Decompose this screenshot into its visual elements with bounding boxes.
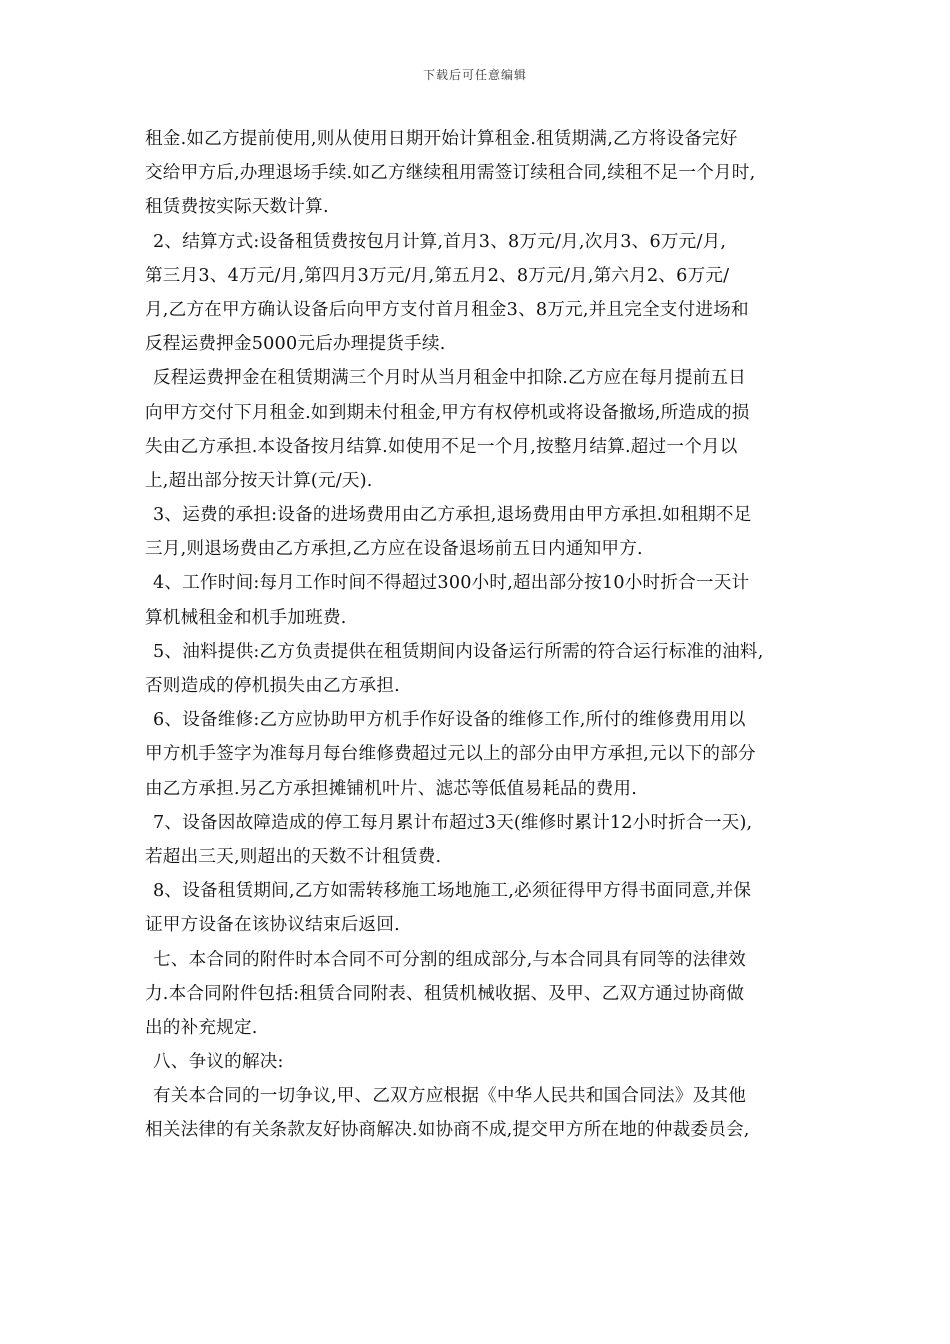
text-line: 2、结算方式:设备租赁费按包月计算,首月3、8万元/月,次月3、6万元/月, — [153, 231, 727, 252]
text-line: 若超出三天,则超出的天数不计租赁费. — [145, 846, 442, 867]
text-line: 反程运费押金5000元后办理提货手续. — [145, 334, 446, 355]
text-line: 出的补充规定. — [145, 1017, 258, 1038]
text-line: 租赁费按实际天数计算. — [145, 197, 329, 218]
page-header: 下载后可任意编辑 — [422, 68, 527, 82]
text-line: 七、本合同的附件时本合同不可分割的组成部分,与本合同具有同等的法律效 — [153, 949, 746, 970]
text-line: 由乙方承担.另乙方承担摊铺机叶片、滤芯等低值易耗品的费用. — [145, 778, 638, 799]
text-line: 相关法律的有关条款友好协商解决.如协商不成,提交甲方所在地的仲裁委员会, — [145, 1120, 750, 1141]
text-line: 4、工作时间:每月工作时间不得超过300小时,超出部分按10小时折合一天计 — [153, 573, 750, 594]
text-line: 8、设备租赁期间,乙方如需转移施工场地施工,必须征得甲方得书面同意,并保 — [153, 881, 752, 902]
text-line: 否则造成的停机损失由乙方承担. — [145, 676, 400, 696]
text-line: 有关本合同的一切争议,甲、乙双方应根据《中华人民共和国合同法》及其他 — [153, 1086, 746, 1107]
text-line: 7、设备因故障造成的停工每月累计布超过3天(维修时累计12小时折合一天), — [153, 812, 753, 833]
text-line: 算机械租金和机手加班费. — [145, 607, 347, 628]
text-line: 向甲方交付下月租金.如到期未付租金,甲方有权停机或将设备撤场,所造成的损 — [145, 402, 750, 423]
text-line: 甲方机手签字为准每月每台维修费超过元以上的部分由甲方承担,元以下的部分 — [145, 744, 756, 765]
text-line: 证甲方设备在该协议结束后返回. — [145, 915, 400, 936]
text-line: 第三月3、4万元/月,第四月3万元/月,第五月2、8万元/月,第六月2、6万元/ — [145, 265, 730, 286]
text-line: 八、争议的解决: — [153, 1052, 284, 1073]
text-line: 反程运费押金在租赁期满三个月时从当月租金中扣除.乙方应在每月提前五日 — [153, 368, 746, 389]
text-line: 3、运费的承担:设备的进场费用由乙方承担,退场费用由甲方承担.如租期不足 — [153, 505, 752, 526]
text-line: 租金.如乙方提前使用,则从使用日期开始计算租金.租赁期满,乙方将设备完好 — [145, 129, 738, 149]
text-line: 失由乙方承担.本设备按月结算.如使用不足一个月,按整月结算.超过一个月以 — [145, 436, 738, 457]
text-line: 5、油料提供:乙方负责提供在租赁期间内设备运行所需的符合运行标准的油料, — [153, 641, 764, 662]
text-line: 三月,则退场费由乙方承担,乙方应在设备退场前五日内通知甲方. — [145, 539, 643, 560]
text-line: 月,乙方在甲方确认设备后向甲方支付首月租金3、8万元,并且完全支付进场和 — [145, 299, 749, 320]
text-line: 上,超出部分按天计算(元/天). — [145, 470, 373, 491]
document-body — [145, 122, 811, 1148]
text-line: 6、设备维修:乙方应协助甲方机手作好设备的维修工作,所付的维修费用用以 — [153, 710, 746, 731]
text-line: 力.本合同附件包括:租赁合同附表、租赁机械收据、及甲、乙双方通过协商做 — [145, 983, 745, 1004]
text-line: 交给甲方后,办理退场手续.如乙方继续租用需签订续租合同,续租不足一个月时, — [145, 163, 756, 184]
